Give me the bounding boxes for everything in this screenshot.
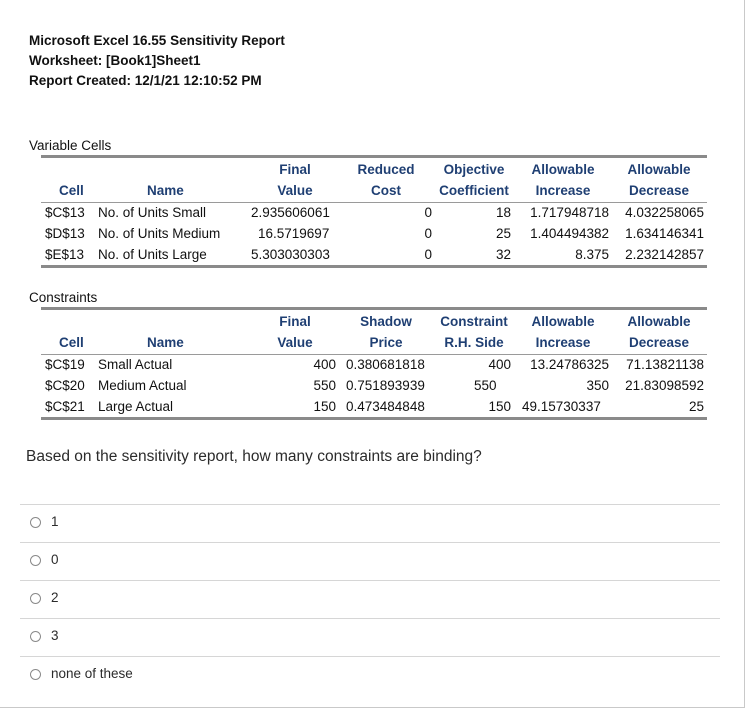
answer-option-none[interactable]	[20, 658, 720, 693]
variable-cells-title: Variable Cells	[29, 138, 112, 153]
c-row-cell: $C$21	[45, 399, 85, 414]
c-header-increase-1: Allowable	[531, 314, 595, 329]
constraints-bottom-rule	[41, 417, 707, 420]
vc-row-cell: $D$13	[45, 226, 85, 241]
vc-row-objective: 18	[495, 205, 511, 220]
question-text: Based on the sensitivity report, how many constraints are binding?	[26, 448, 482, 465]
c-header-cell: Cell	[59, 335, 84, 350]
vc-header-decrease-1: Allowable	[627, 162, 691, 177]
constraints-header-rule	[41, 354, 707, 355]
constraints-title: Constraints	[29, 290, 98, 305]
c-row-shadow: 0.751893939	[346, 378, 425, 393]
c-row-increase: 49.15730337	[522, 399, 601, 414]
c-row-cell: $C$20	[45, 378, 85, 393]
c-header-final-1: Final	[279, 314, 311, 329]
c-header-shadow-1: Shadow	[360, 314, 412, 329]
c-row-decrease: 21.83098592	[625, 378, 704, 393]
vc-header-name: Name	[147, 183, 184, 198]
c-header-decrease-1: Allowable	[627, 314, 691, 329]
c-row-final: 400	[313, 357, 336, 372]
c-row-rhs: 400	[488, 357, 511, 372]
c-row-rhs: 550	[474, 378, 497, 393]
c-header-increase-2: Increase	[535, 335, 591, 350]
vc-header-increase-1: Allowable	[531, 162, 595, 177]
c-row-rhs: 150	[488, 399, 511, 414]
c-row-name: Medium Actual	[98, 378, 187, 393]
c-header-decrease-2: Decrease	[628, 335, 690, 350]
vc-row-reduced: 0	[424, 247, 432, 262]
c-row-decrease: 25	[688, 399, 704, 414]
option-divider	[20, 618, 720, 619]
c-row-increase: 13.24786325	[530, 357, 609, 372]
answer-option-2[interactable]	[20, 582, 720, 617]
variable-cells-header-rule	[41, 202, 707, 203]
vc-row-increase: 1.717948718	[530, 205, 609, 220]
constraints-top-rule	[41, 307, 707, 310]
option-label: 0	[51, 552, 59, 567]
c-header-final-2: Value	[277, 335, 313, 350]
vc-row-name: No. of Units Medium	[98, 226, 221, 241]
vc-row-objective: 32	[495, 247, 511, 262]
variable-cells-top-rule	[41, 155, 707, 158]
vc-row-final: 16.5719697	[258, 226, 330, 241]
radio-button[interactable]	[30, 593, 41, 604]
report-created: Report Created: 12/1/21 12:10:52 PM	[29, 73, 262, 88]
radio-button[interactable]	[30, 631, 41, 642]
c-row-final: 550	[313, 378, 336, 393]
vc-row-decrease: 4.032258065	[625, 205, 704, 220]
vc-header-decrease-2: Decrease	[628, 183, 690, 198]
c-row-name: Large Actual	[98, 399, 174, 414]
option-label: 2	[51, 590, 59, 605]
vc-row-cell: $C$13	[45, 205, 85, 220]
c-row-name: Small Actual	[98, 357, 173, 372]
option-divider	[20, 656, 720, 657]
vc-header-objective-1: Objective	[443, 162, 505, 177]
option-divider	[20, 504, 720, 505]
vc-row-name: No. of Units Small	[98, 205, 207, 220]
vc-header-increase-2: Increase	[535, 183, 591, 198]
option-divider	[20, 580, 720, 581]
option-label: 1	[51, 514, 59, 529]
c-row-decrease: 71.13821138	[626, 357, 704, 372]
radio-button[interactable]	[30, 669, 41, 680]
answer-option-0[interactable]	[20, 544, 720, 579]
c-row-cell: $C$19	[45, 357, 85, 372]
option-label: none of these	[51, 666, 133, 681]
report-worksheet: Worksheet: [Book1]Sheet1	[29, 53, 201, 68]
c-header-name: Name	[147, 335, 184, 350]
c-row-increase: 350	[586, 378, 609, 393]
vc-header-objective-2: Coefficient	[439, 183, 509, 198]
c-header-rhs-1: Constraint	[440, 314, 508, 329]
vc-header-cell: Cell	[59, 183, 84, 198]
c-header-rhs-2: R.H. Side	[444, 335, 504, 350]
vc-row-cell: $E$13	[45, 247, 85, 262]
c-header-shadow-2: Price	[369, 335, 403, 350]
answer-option-1[interactable]	[20, 506, 720, 541]
vc-row-objective: 25	[495, 226, 511, 241]
option-label: 3	[51, 628, 59, 643]
vc-row-name: No. of Units Large	[98, 247, 207, 262]
variable-cells-bottom-rule	[41, 265, 707, 268]
vc-header-final-2: Value	[277, 183, 313, 198]
vc-row-final: 5.303030303	[251, 247, 330, 262]
answer-option-3[interactable]	[20, 620, 720, 655]
c-row-shadow: 0.380681818	[346, 357, 425, 372]
vc-row-decrease: 2.232142857	[625, 247, 704, 262]
vc-row-final: 2.935606061	[251, 205, 330, 220]
vc-header-reduced-1: Reduced	[357, 162, 415, 177]
report-title: Microsoft Excel 16.55 Sensitivity Report	[29, 33, 285, 48]
vc-row-reduced: 0	[424, 226, 432, 241]
c-row-final: 150	[313, 399, 336, 414]
vc-row-increase: 1.404494382	[530, 226, 609, 241]
option-divider	[20, 542, 720, 543]
radio-button[interactable]	[30, 555, 41, 566]
vc-header-reduced-2: Cost	[371, 183, 401, 198]
vc-row-reduced: 0	[424, 205, 432, 220]
c-row-shadow: 0.473484848	[346, 399, 425, 414]
vc-row-increase: 8.375	[575, 247, 609, 262]
vc-header-final-1: Final	[279, 162, 311, 177]
radio-button[interactable]	[30, 517, 41, 528]
vc-row-decrease: 1.634146341	[625, 226, 704, 241]
